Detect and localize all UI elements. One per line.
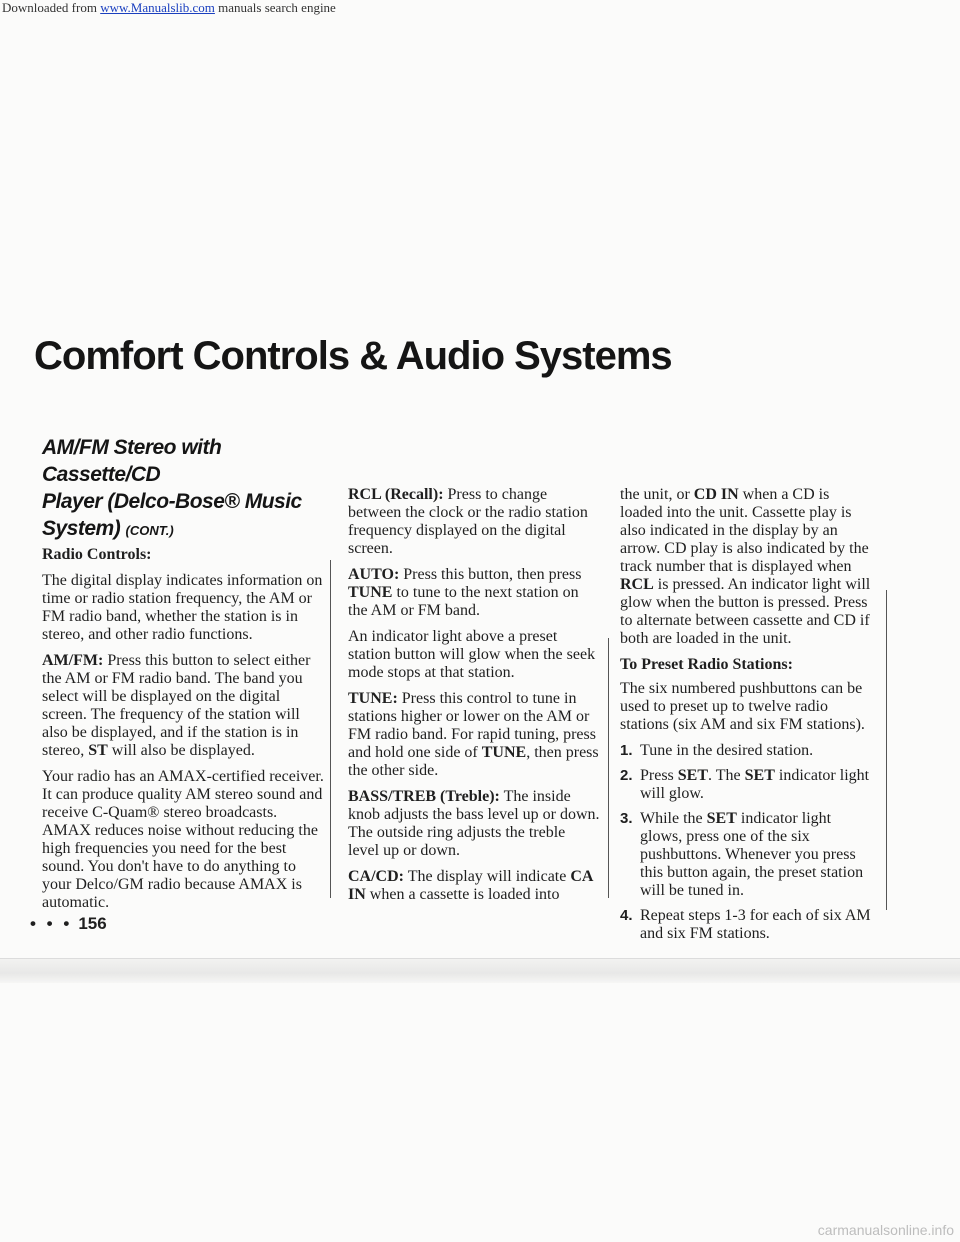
page-number: 156 [78, 914, 107, 933]
step-text: . The [708, 767, 745, 784]
bass-treb-label: BASS/TREB (Treble): [348, 788, 500, 805]
cd-in-label: CD IN [693, 486, 739, 503]
step-text: Press [640, 767, 678, 784]
preset-step [620, 907, 874, 943]
tune-tune-label: TUNE [481, 744, 527, 761]
auto-tune-label: TUNE [348, 584, 393, 601]
cacd-label: CA/CD: [348, 868, 404, 885]
cd-text-a: the unit, or [620, 486, 694, 503]
cd-text-c: is pressed. An indicator light will glow when the button is pressed. Press to alternate between cassette and CD if both are loaded in the unit. [620, 576, 871, 647]
tune-label: TUNE: [348, 690, 398, 707]
rcl-text: Press to change between the clock or the radio station frequency displayed on the digital screen. [348, 486, 588, 557]
download-caption [2, 0, 336, 16]
step-text: Tune in the desired station. [640, 742, 814, 759]
step-text: indicator light will glow. [640, 767, 870, 802]
cd-paragraph [620, 486, 874, 648]
ca-in-label: CA IN [348, 868, 593, 903]
column-1 [42, 434, 324, 920]
subhead-line-1: AM/FM Stereo with Cassette/CD [42, 436, 222, 486]
column-rule-3 [886, 590, 887, 910]
rcl-paragraph [348, 486, 600, 558]
manualslib-link[interactable]: www.Manualslib.com [100, 0, 215, 15]
amfm-text-b: will also be displayed. [107, 742, 255, 759]
rcl-label: RCL (Recall): [348, 486, 444, 503]
continued-label: (CONT.) [125, 523, 174, 538]
bass-treb-paragraph [348, 788, 600, 860]
auto-text-a: Press this button, then press [399, 566, 582, 583]
preset-heading: To Preset Radio Stations: [620, 656, 793, 673]
footer-dots: • • • [30, 914, 73, 933]
radio-controls-heading: Radio Controls: [42, 546, 152, 563]
caption-suffix: manuals search engine [214, 0, 336, 15]
step-text: Repeat steps 1-3 for each of six AM and six FM stations. [640, 907, 871, 942]
preset-steps [620, 742, 874, 943]
step-number: 2. [620, 767, 633, 784]
subhead-line-3: System) [42, 517, 121, 540]
column-rule-1 [330, 560, 331, 898]
column-3 [620, 486, 874, 950]
subhead-line-2: Player (Delco-Bose® Music [42, 490, 302, 513]
step-number: 1. [620, 742, 633, 759]
caption-prefix: Downloaded from [2, 0, 101, 15]
amax-paragraph: Your radio has an AMAX-certified receiver. It can produce quality AM stereo sound and receive C-Quam® stereo broadcasts. AMAX reduces noise without reducing the high frequencies you need for the best sound. You don't have to do anything to your Delco/GM radio because AMAX is automatic. [42, 768, 324, 911]
step-text: While the [640, 810, 707, 827]
watermark: carmanualsonline.info [817, 1222, 954, 1238]
rcl-inline-label: RCL [620, 576, 654, 593]
tune-text-b: , then press the other side. [348, 744, 599, 779]
auto-paragraph [348, 566, 600, 620]
bass-treb-text: The inside knob adjusts the bass level up or down. The outside ring adjusts the treble level up or down. [348, 788, 600, 859]
preset-step [620, 742, 874, 760]
column-rule-2 [608, 638, 609, 898]
amfm-text-a: Press this button to select either the AM or FM radio band. The band you select will be displayed on the digital screen. The frequency of the station will also be displayed, and if the station is in stereo, [42, 652, 311, 759]
preset-step [620, 810, 874, 900]
page-bottom-band [0, 958, 960, 983]
tune-text-a: Press this control to tune in stations higher or lower on the AM or FM radio band. For rapid tuning, press and hold one side of [348, 690, 596, 761]
preset-step [620, 767, 874, 803]
cd-text-b: when a CD is loaded into the unit. Cassette play is also indicated in the display by an arrow. CD play is also indicated by the track number that is displayed when [620, 486, 869, 575]
set-label: SET [744, 767, 775, 784]
auto-label: AUTO: [348, 566, 400, 583]
tune-paragraph [348, 690, 600, 780]
step-text: indicator light glows, press one of the six pushbuttons. Whenever you press this button again, the preset station will be tuned in. [640, 810, 864, 899]
amfm-paragraph [42, 652, 324, 760]
preset-intro: The six numbered pushbuttons can be used to preset up to twelve radio stations (six AM and six FM stations). [620, 680, 865, 733]
column-2 [348, 486, 600, 912]
display-paragraph: The digital display indicates information on time or radio station frequency, the AM or FM radio band, whether the station is in stereo, and other radio functions. [42, 572, 323, 643]
auto-text-b: to tune to the next station on the AM or FM band. [348, 584, 579, 619]
amfm-label: AM/FM: [42, 652, 104, 669]
set-label: SET [677, 767, 709, 784]
st-label: ST [88, 742, 108, 759]
set-label: SET [706, 810, 737, 827]
section-title: Comfort Controls & Audio Systems [34, 334, 672, 378]
cacd-paragraph [348, 868, 600, 904]
subsection-heading [42, 434, 324, 544]
step-number: 4. [620, 907, 633, 924]
ca-in-text: when a cassette is loaded into [365, 886, 560, 903]
page-footer [30, 914, 107, 934]
step-number: 3. [620, 810, 633, 827]
indicator-paragraph: An indicator light above a preset station button will glow when the seek mode stops at that station. [348, 628, 596, 681]
cacd-text: The display will indicate [404, 868, 571, 885]
